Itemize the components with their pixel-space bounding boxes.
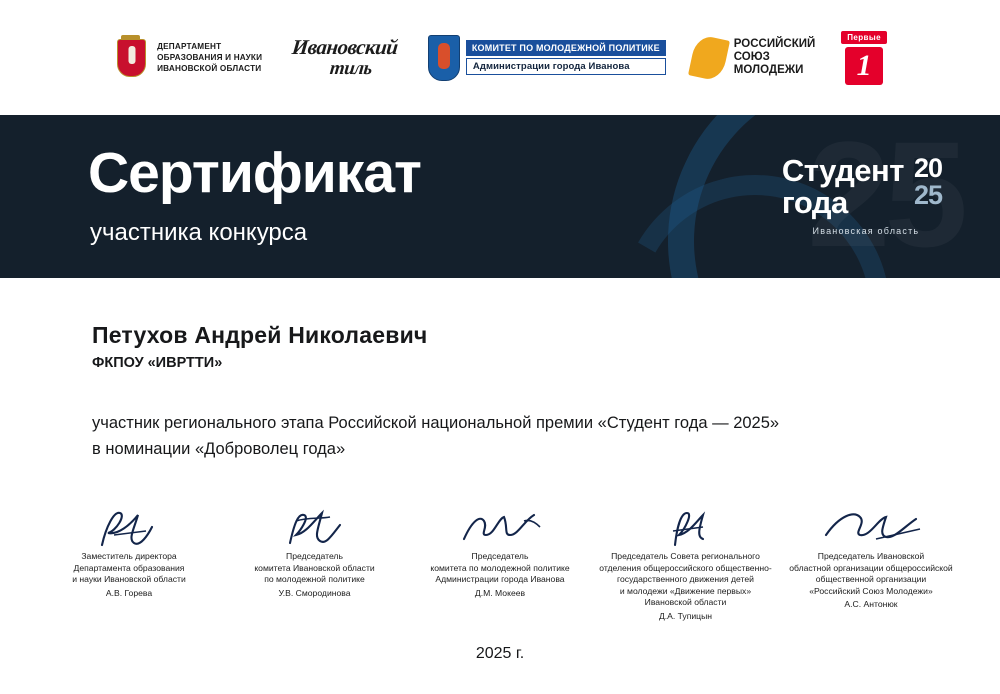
signature-role-5-l2: областной организации общероссийской — [789, 562, 953, 573]
signature-role-4-l3: государственного движения детей — [617, 574, 754, 585]
award-year-top: 20 — [913, 153, 942, 183]
signature-role-4-l4: и молодежи «Движение первых» — [619, 585, 752, 596]
logo-ivanovsky-stil-line2: тиль — [329, 58, 374, 79]
signature-row — [40, 505, 960, 622]
signature-block-3 — [411, 505, 589, 599]
logo-rsm-line2: СОЮЗ — [733, 51, 770, 63]
ivanovo-coat-of-arms-icon — [428, 35, 460, 81]
signature-role-1-l1: Заместитель директора — [81, 551, 177, 561]
signature-role-4-l5: Ивановской области — [644, 597, 727, 608]
signature-role-5-l4: «Российский Союз Молодежи» — [809, 585, 933, 596]
logo-pervye-label: Первые — [841, 31, 887, 44]
description-line-1: участник регионального этапа Российской национальной премии «Студент года — 2025» — [92, 414, 780, 432]
logo-department-of-education — [113, 35, 262, 81]
footer-year: 2025 г. — [475, 645, 525, 662]
logo-russian-union-of-youth — [692, 37, 815, 79]
red-one-mark-icon — [845, 47, 883, 85]
signature-role-3-l1: Председатель — [471, 551, 529, 561]
shield-emblem-icon — [113, 35, 149, 81]
logo-committee-youth-policy — [428, 35, 666, 81]
signature-role-3-l3: Администрации города Иванова — [435, 574, 565, 585]
signature-mark-icon — [411, 505, 589, 551]
recipient-organization: ФКПОУ «ИВРТТИ» — [92, 355, 223, 371]
logo-ivanovsky-stil — [288, 37, 402, 78]
logo-bar — [0, 0, 1000, 115]
logo-pervye — [841, 31, 887, 85]
signature-role-2-l1: Председатель — [286, 551, 343, 561]
award-word-goda: года — [781, 184, 848, 220]
award-word-student: Студент — [781, 153, 904, 188]
signature-person-5: А.С. Антонюк — [844, 599, 898, 610]
award-year-bottom: 25 — [913, 180, 942, 210]
award-lockup — [782, 155, 942, 236]
signature-role-4-l1: Председатель Совета регионального — [611, 551, 760, 561]
signature-person-4: Д.А. Тупицын — [658, 610, 713, 621]
signature-person-3: Д.М. Мокеев — [474, 587, 526, 598]
page-title: Сертификат — [88, 141, 421, 205]
script-wordmark-icon: Ивановский — [290, 35, 400, 59]
page-subtitle: участника конкурса — [90, 219, 308, 246]
signature-block-5 — [782, 505, 960, 610]
signature-block-4 — [597, 505, 775, 622]
signature-mark-icon — [782, 505, 960, 551]
signature-role-1-l2: Департамента образования — [73, 562, 185, 573]
logo-department-label — [157, 41, 262, 74]
signature-role-1-l3: и науки Ивановской области — [72, 574, 186, 585]
signature-role-3-l2: комитета по молодежной политике — [430, 562, 570, 573]
logo-committee-band1: КОМИТЕТ ПО МОЛОДЕЖНОЙ ПОЛИТИКЕ — [466, 40, 666, 56]
signature-mark-icon — [226, 505, 404, 551]
award-year — [914, 155, 942, 209]
description-line-2: в номинации «Доброволец года» — [92, 440, 346, 458]
certificate-description — [92, 410, 932, 462]
recipient-block — [92, 322, 427, 371]
signature-block-2 — [226, 505, 404, 599]
signature-mark-icon — [40, 505, 218, 551]
title-banner — [0, 115, 1000, 278]
recipient-name: Петухов Андрей Николаевич — [92, 322, 428, 348]
award-region-label: Ивановская область — [812, 226, 920, 237]
signature-mark-icon — [597, 505, 775, 551]
golden-leaf-icon — [688, 33, 730, 81]
signature-role-4-l2: отделения общероссийского общественно- — [599, 562, 772, 573]
logo-department-line2: ОБРАЗОВАНИЯ И НАУКИ — [157, 53, 263, 62]
signature-person-1: А.В. Горева — [105, 587, 153, 598]
signature-role-2-l2: комитета Ивановской области — [254, 562, 375, 573]
logo-department-line3: ИВАНОВСКОЙ ОБЛАСТИ — [157, 64, 262, 73]
logo-rsm-line3: МОЛОДЕЖИ — [733, 64, 804, 76]
logo-department-line1: ДЕПАРТАМЕНТ — [157, 42, 222, 51]
signature-person-2: У.В. Смородинова — [278, 587, 351, 598]
logo-rsm-line1: РОССИЙСКИЙ — [733, 38, 816, 50]
signature-block-1 — [40, 505, 218, 599]
logo-committee-band2: Администрации города Иванова — [466, 58, 666, 75]
signature-role-5-l1: Председатель Ивановской — [817, 551, 925, 561]
signature-role-5-l3: общественной организации — [815, 574, 927, 585]
signature-role-2-l3: по молодежной политике — [264, 574, 365, 585]
